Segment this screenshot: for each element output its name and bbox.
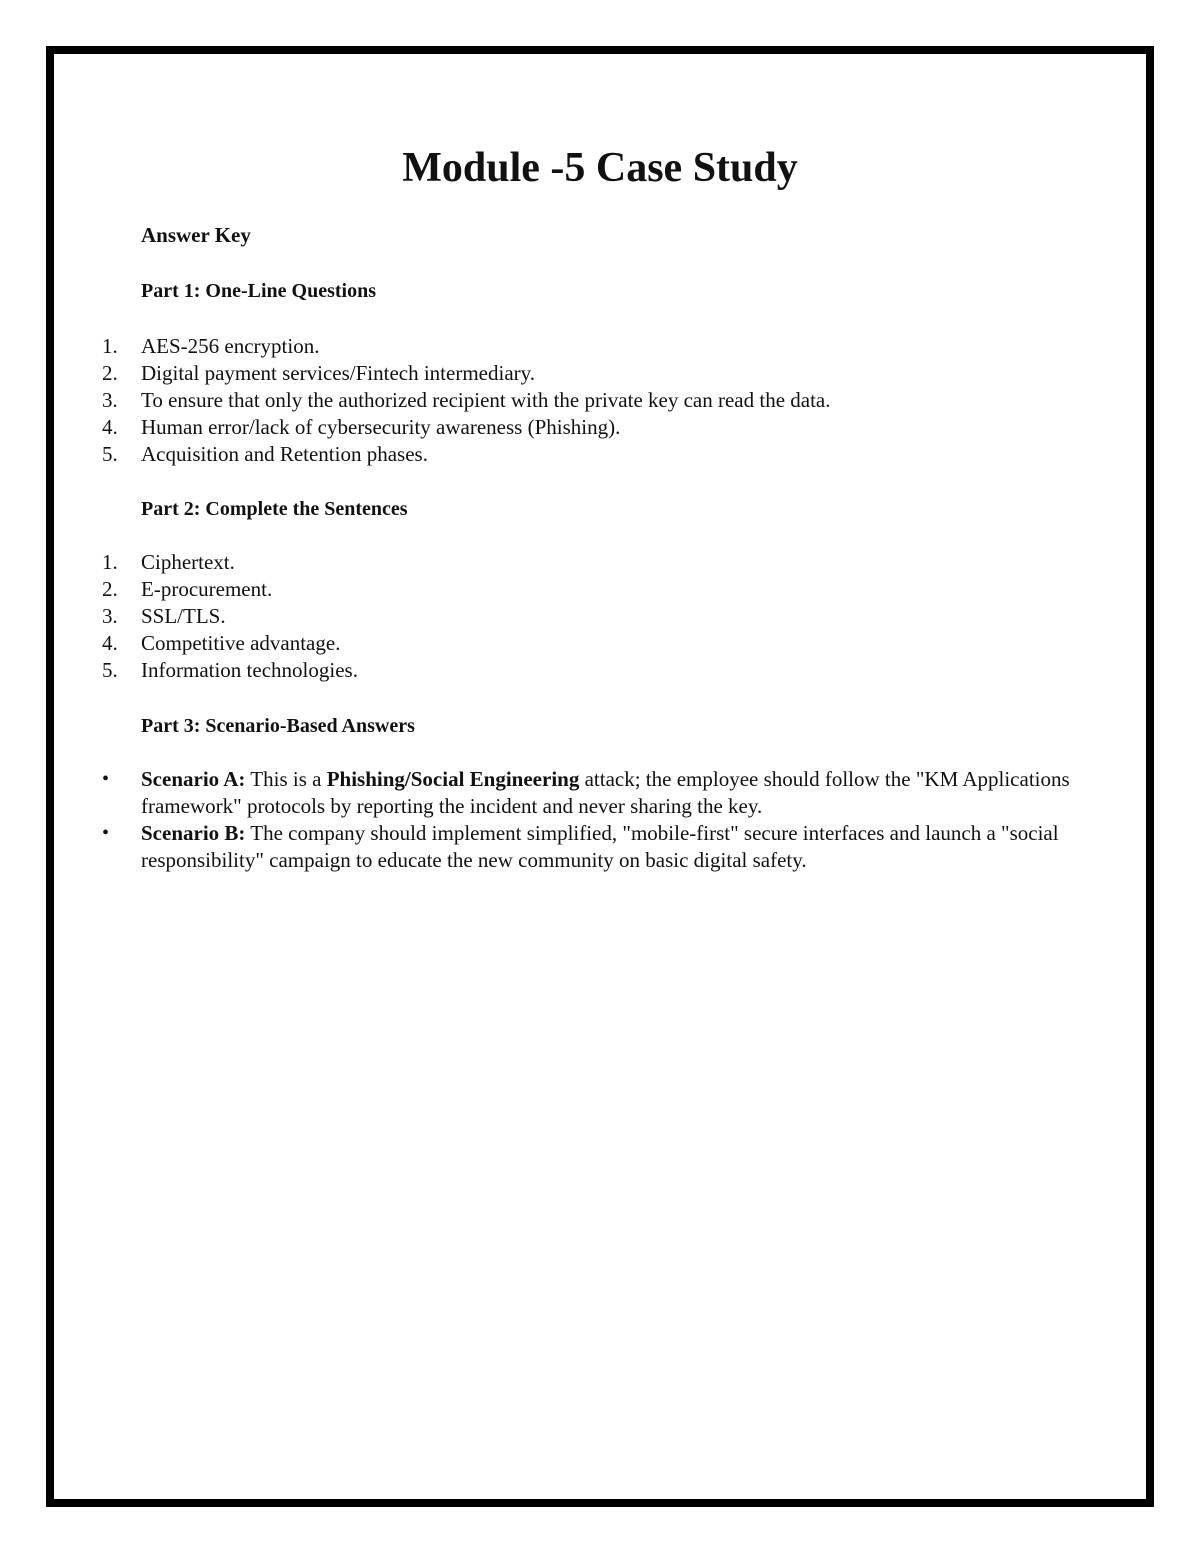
item-text: Human error/lack of cybersecurity awareness (Phishing).: [141, 415, 621, 439]
part2-heading: Part 2: Complete the Sentences: [141, 498, 408, 520]
list-item: [0, 820, 1071, 874]
item-number: 5.: [102, 442, 118, 466]
part2-list: [0, 549, 1071, 684]
bullet-marker: •: [102, 768, 110, 790]
item-text: Digital payment services/Fintech intermediary.: [141, 361, 536, 385]
item-number: 2.: [102, 361, 118, 385]
scenario-b-text: [141, 821, 1059, 872]
item-text: To ensure that only the authorized recipient with the private key can read the data.: [141, 388, 831, 412]
list-item: [0, 576, 1071, 603]
list-item: [0, 387, 1071, 414]
item-number: 4.: [102, 631, 118, 655]
item-number: 1.: [102, 334, 118, 358]
list-item: [0, 360, 1071, 387]
item-text: SSL/TLS.: [141, 604, 226, 628]
scenario-emphasis: Phishing/Social Engineering: [326, 767, 580, 791]
item-text: Information technologies.: [141, 658, 358, 682]
item-number: 3.: [102, 604, 118, 628]
bullet-marker: •: [102, 822, 110, 844]
list-item: [0, 441, 1071, 468]
scenario-label: Scenario A:: [141, 767, 246, 791]
scenario-label: Scenario B:: [141, 821, 246, 845]
list-item: [0, 766, 1071, 820]
item-text: Competitive advantage.: [141, 631, 341, 655]
list-item: [0, 657, 1071, 684]
part1-list: [0, 333, 1071, 468]
list-item: [0, 603, 1071, 630]
part3-list: [0, 766, 1071, 874]
part1-heading: Part 1: One-Line Questions: [141, 280, 376, 302]
scenario-text-before: This is a: [245, 767, 327, 791]
list-item: [0, 333, 1071, 360]
scenario-text-before: The company should implement simplified, "mobile-first" secure interfaces and launch a "social responsibility" campaign to educate the new community on basic digital safety.: [141, 821, 1059, 872]
list-item: [0, 549, 1071, 576]
item-number: 3.: [102, 388, 118, 412]
item-number: 4.: [102, 415, 118, 439]
scenario-a-text: [141, 767, 1070, 818]
document-title: Module -5 Case Study: [402, 145, 798, 191]
item-number: 2.: [102, 577, 118, 601]
item-number: 1.: [102, 550, 118, 574]
answer-key-heading: Answer Key: [141, 223, 251, 247]
item-text: Acquisition and Retention phases.: [141, 442, 428, 466]
item-text: AES-256 encryption.: [141, 334, 320, 358]
item-text: Ciphertext.: [141, 550, 235, 574]
item-text: E-procurement.: [141, 577, 273, 601]
list-item: [0, 414, 1071, 441]
list-item: [0, 630, 1071, 657]
scenario-text-after: attack; the employee should follow the "KM Applications framework" protocols by reporting the incident and never sharing the key.: [141, 767, 1070, 818]
item-number: 5.: [102, 658, 118, 682]
part3-heading: Part 3: Scenario-Based Answers: [141, 715, 415, 737]
